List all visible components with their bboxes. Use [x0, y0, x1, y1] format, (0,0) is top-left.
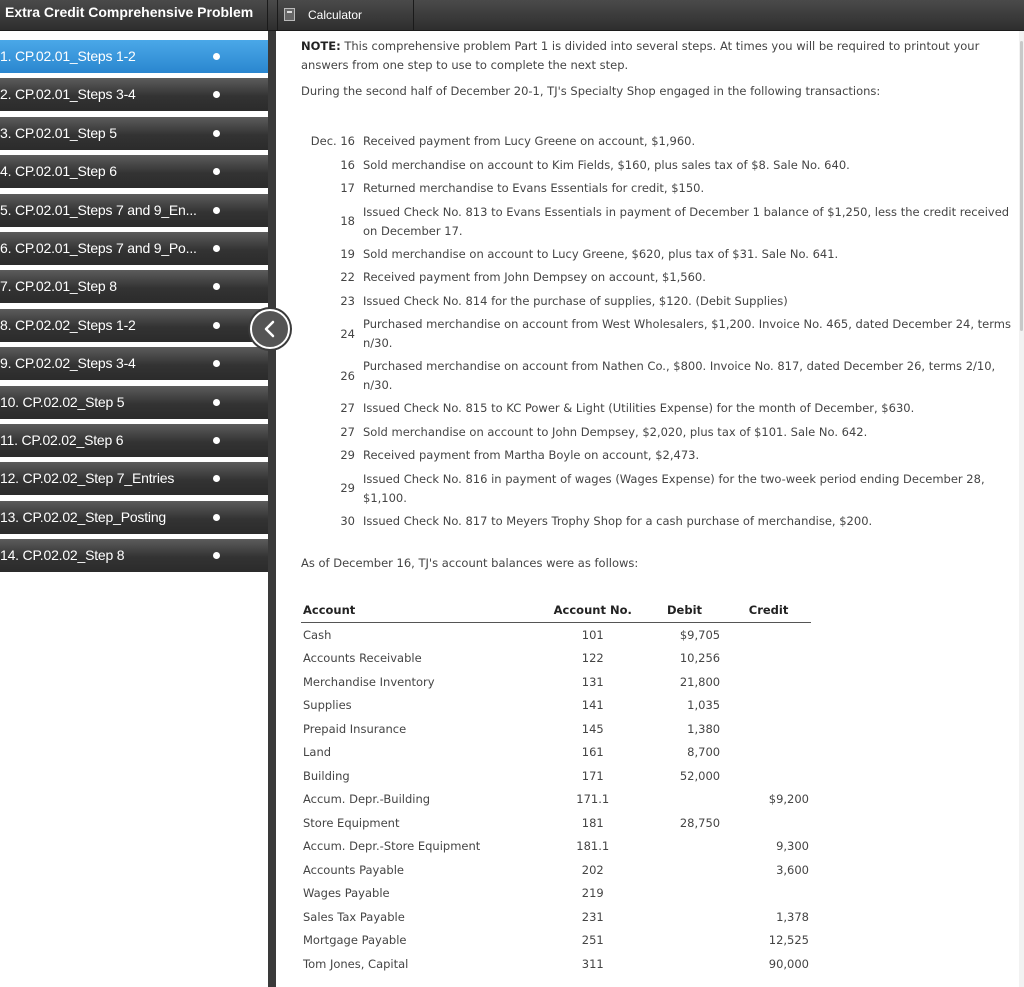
account-number: 181 [581, 815, 604, 830]
transaction-description: Received payment from John Dempsey on account, $1,560. [363, 270, 706, 285]
transaction-date: 30 [340, 513, 355, 528]
sidebar-item[interactable] [0, 270, 268, 303]
collapse-sidebar-button[interactable] [250, 309, 290, 349]
account-name: Store Equipment [303, 815, 400, 830]
sidebar-item-label: 12. CP.02.02_Step 7_Entries [0, 470, 175, 487]
transaction-date: 19 [340, 246, 355, 261]
sidebar-item[interactable] [0, 462, 268, 495]
intro-text: During the second half of December 20-1, TJ's Specialty Shop engaged in the following transactions: [301, 84, 881, 98]
transaction-description: Returned merchandise to Evans Essentials for credit, $150. [363, 181, 705, 196]
transaction-date: Dec. 16 [310, 134, 355, 149]
sidebar-item-label: 10. CP.02.02_Step 5 [0, 393, 125, 410]
account-debit: $9,705 [679, 627, 721, 642]
transaction-description: Sold merchandise on account to Kim Fields, $160, plus sales tax of $8. Sale No. 640. [363, 157, 850, 172]
account-row [301, 670, 811, 694]
account-credit [726, 694, 811, 718]
account-debit: 52,000 [679, 768, 721, 783]
transaction-date: 23 [340, 293, 355, 308]
sidebar-item[interactable] [0, 194, 268, 227]
transaction-description: Received payment from Lucy Greene on account, $1,960. [363, 134, 696, 149]
transaction-row [301, 201, 1011, 243]
account-credit [726, 670, 811, 694]
account-name: Cash [303, 627, 332, 642]
account-debit [647, 905, 726, 929]
status-dot-icon [213, 168, 220, 175]
account-number: 101 [581, 627, 604, 642]
account-row [301, 717, 811, 741]
status-dot-icon [213, 130, 220, 137]
top-bar [0, 0, 1024, 31]
account-debit: 1,035 [687, 698, 721, 713]
transaction-row [301, 266, 1011, 290]
account-credit [726, 764, 811, 788]
transaction-row [301, 177, 1011, 201]
account-name: Tom Jones, Capital [303, 956, 409, 971]
sidebar-item[interactable] [0, 386, 268, 419]
header-debit: Debit [647, 601, 726, 623]
account-name: Wages Payable [303, 886, 390, 901]
account-number: 251 [581, 933, 604, 948]
chevron-left-icon [262, 320, 278, 338]
calculator-icon [284, 8, 295, 21]
sidebar-item-label: 11. CP.02.02_Step 6 [0, 432, 124, 448]
transaction-date: 27 [340, 401, 355, 416]
account-debit [647, 929, 726, 953]
account-number: 202 [581, 862, 604, 877]
account-row [301, 858, 811, 882]
header-account: Account [301, 601, 537, 623]
transactions-table [301, 130, 1011, 533]
status-dot-icon [213, 207, 220, 214]
account-name: Mortgage Payable [303, 933, 407, 948]
sidebar-item[interactable] [0, 78, 268, 111]
transaction-description: Purchased merchandise on account from Nathen Co., $800. Invoice No. 817, dated December 26, terms 2/10, n/30. [363, 359, 996, 392]
status-dot-icon [213, 91, 220, 98]
account-debit [647, 835, 726, 859]
account-credit [726, 882, 811, 906]
sidebar-item[interactable] [0, 501, 268, 534]
transaction-row [301, 468, 1011, 510]
transaction-date: 24 [340, 326, 355, 341]
sidebar-item-label: 8. CP.02.02_Steps 1-2 [0, 316, 136, 333]
account-credit: 12,525 [768, 933, 809, 948]
account-credit: $9,200 [768, 792, 809, 807]
sidebar-item-label: 6. CP.02.01_Steps 7 and 9_Po... [0, 240, 197, 256]
account-debit: 1,380 [687, 721, 721, 736]
account-name: Building [303, 768, 350, 783]
account-number: 219 [581, 886, 604, 901]
transaction-description: Issued Check No. 817 to Meyers Trophy Shop for a cash purchase of merchandise, $200. [363, 513, 873, 528]
status-dot-icon [213, 437, 220, 444]
sidebar [0, 31, 268, 987]
sidebar-item-label: 9. CP.02.02_Steps 3-4 [0, 355, 136, 372]
header-credit: Credit [726, 601, 811, 623]
transaction-description: Sold merchandise on account to Lucy Greene, $620, plus tax of $31. Sale No. 641. [363, 246, 839, 261]
account-number: 122 [581, 651, 604, 666]
account-row [301, 741, 811, 765]
transaction-row [301, 130, 1011, 154]
note-paragraph [301, 37, 1001, 75]
status-dot-icon [213, 53, 220, 60]
status-dot-icon [213, 552, 220, 559]
sidebar-item[interactable] [0, 40, 268, 73]
account-credit [726, 647, 811, 671]
status-dot-icon [213, 360, 220, 367]
transaction-row [301, 397, 1011, 421]
sidebar-item[interactable] [0, 117, 268, 150]
account-debit: 8,700 [687, 745, 721, 760]
transaction-row [301, 355, 1011, 397]
account-name: Accum. Depr.-Building [303, 792, 431, 807]
account-number: 161 [581, 745, 604, 760]
transaction-date: 17 [340, 181, 355, 196]
account-name: Supplies [303, 698, 352, 713]
account-row [301, 788, 811, 812]
account-row [301, 882, 811, 906]
note-label: NOTE: [301, 39, 341, 53]
account-row [301, 764, 811, 788]
account-row [301, 929, 811, 953]
account-number: 311 [581, 956, 604, 971]
transaction-description: Issued Check No. 816 in payment of wages (Wages Expense) for the two-week period ending December 28, $1,100. [363, 471, 985, 505]
account-balances-table [301, 601, 811, 976]
transaction-description: Issued Check No. 813 to Evans Essentials in payment of December 1 balance of $1,250, less the credit received on December 17. [363, 204, 1010, 238]
account-name: Land [303, 745, 332, 760]
sidebar-item[interactable] [0, 232, 268, 265]
sidebar-item-label: 5. CP.02.01_Steps 7 and 9_En... [0, 201, 197, 218]
account-debit [647, 858, 726, 882]
content-panel [276, 31, 1019, 987]
note-text: This comprehensive problem Part 1 is divided into several steps. At times you will be required to printout your answers from one step to use to complete the next step. [301, 39, 980, 72]
sidebar-item-label: 1. CP.02.01_Steps 1-2 [0, 48, 136, 64]
account-name: Prepaid Insurance [303, 721, 407, 736]
account-debit: 28,750 [679, 815, 721, 830]
status-dot-icon [213, 514, 220, 521]
transaction-description: Purchased merchandise on account from West Wholesalers, $1,200. Invoice No. 465, dated December 24, terms n/30. [363, 317, 1011, 350]
status-dot-icon [213, 283, 220, 290]
account-credit: 1,378 [776, 909, 809, 924]
account-header-row [301, 601, 811, 623]
transaction-row [301, 290, 1011, 314]
account-number: 171 [581, 768, 604, 783]
account-credit [726, 717, 811, 741]
sidebar-divider [268, 31, 276, 987]
account-credit: 9,300 [776, 839, 809, 854]
transaction-description: Issued Check No. 815 to KC Power & Light (Utilities Expense) for the month of December, $630. [363, 401, 915, 416]
calculator-button[interactable] [277, 0, 414, 30]
account-number: 145 [581, 721, 604, 736]
account-row [301, 905, 811, 929]
transaction-description: Issued Check No. 814 for the purchase of supplies, $120. (Debit Supplies) [363, 293, 788, 308]
header-account-no: Account No. [537, 601, 647, 623]
account-number: 171.1 [576, 792, 610, 807]
sidebar-item[interactable] [0, 309, 268, 342]
status-dot-icon [213, 322, 220, 329]
account-number: 181.1 [576, 839, 610, 854]
sidebar-item[interactable] [0, 347, 268, 380]
transaction-description: Sold merchandise on account to John Dempsey, $2,020, plus tax of $101. Sale No. 642. [363, 424, 868, 439]
account-name: Merchandise Inventory [303, 674, 435, 689]
transaction-row [301, 421, 1011, 445]
scroll-thumb[interactable] [1020, 41, 1023, 331]
transaction-row [301, 510, 1011, 534]
transaction-date: 22 [340, 270, 355, 285]
sidebar-item-label: 2. CP.02.01_Steps 3-4 [0, 86, 136, 103]
account-name: Sales Tax Payable [303, 909, 405, 924]
sidebar-item-label: 7. CP.02.01_Step 8 [0, 278, 117, 295]
app-title: Extra Credit Comprehensive Problem [0, 0, 268, 30]
status-dot-icon [213, 399, 220, 406]
account-row [301, 835, 811, 859]
account-name: Accounts Receivable [303, 651, 422, 666]
account-debit [647, 788, 726, 812]
account-credit [726, 623, 811, 647]
status-dot-icon [213, 475, 220, 482]
transaction-row [301, 154, 1011, 178]
account-row [301, 647, 811, 671]
transaction-row [301, 243, 1011, 267]
sidebar-item-label: 4. CP.02.01_Step 6 [0, 163, 117, 180]
account-row [301, 811, 811, 835]
transaction-description: Received payment from Martha Boyle on account, $2,473. [363, 448, 700, 463]
calculator-label: Calculator [308, 8, 363, 22]
transaction-date: 29 [340, 481, 355, 495]
account-credit [726, 741, 811, 765]
sidebar-item[interactable] [0, 539, 268, 572]
account-debit: 10,256 [679, 651, 721, 666]
account-debit [647, 882, 726, 906]
transaction-date: 16 [340, 157, 355, 172]
transaction-row [301, 313, 1011, 355]
balances-intro: As of December 16, TJ's account balances were as follows: [301, 556, 639, 570]
account-number: 131 [581, 674, 604, 689]
account-debit [647, 952, 726, 976]
transaction-date: 27 [340, 424, 355, 439]
sidebar-item-label: 14. CP.02.02_Step 8 [0, 547, 125, 564]
sidebar-item[interactable] [0, 424, 268, 457]
status-dot-icon [213, 245, 220, 252]
account-name: Accum. Depr.-Store Equipment [303, 839, 481, 854]
transaction-date: 26 [340, 368, 355, 383]
account-debit: 21,800 [679, 674, 721, 689]
account-row [301, 694, 811, 718]
sidebar-item[interactable] [0, 155, 268, 188]
account-credit: 3,600 [776, 862, 809, 877]
transaction-date: 29 [340, 448, 355, 463]
transaction-row [301, 444, 1011, 468]
transaction-date: 18 [340, 214, 355, 228]
account-credit: 90,000 [768, 956, 809, 971]
content-scrollbar[interactable] [1019, 31, 1024, 987]
sidebar-item-label: 13. CP.02.02_Step_Posting [0, 508, 166, 525]
account-name: Accounts Payable [303, 862, 404, 877]
account-row [301, 952, 811, 976]
account-number: 231 [581, 909, 604, 924]
account-credit [726, 811, 811, 835]
account-row [301, 623, 811, 647]
account-number: 141 [581, 698, 604, 713]
sidebar-item-label: 3. CP.02.01_Step 5 [0, 124, 117, 141]
